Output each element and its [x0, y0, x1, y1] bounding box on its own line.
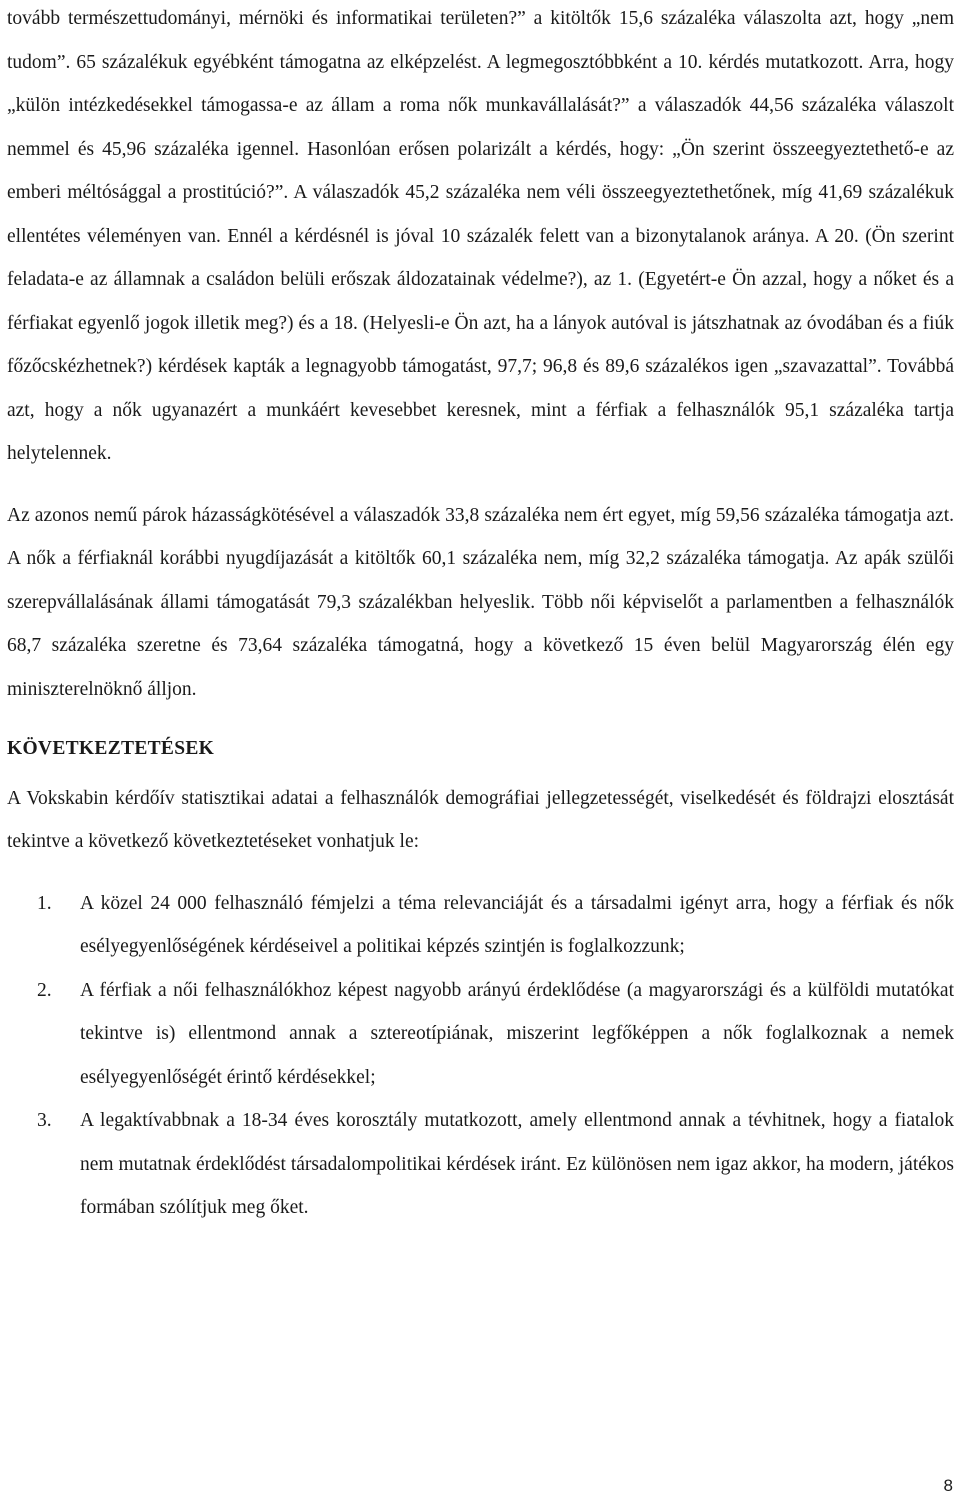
list-item-text: A közel 24 000 felhasználó fémjelzi a téma relevanciáját és a társadalmi igényt arra, hogy a férfiak és nők esélyegyenlőségének kérdéseivel a politikai képzés szintjén is foglalkozzunk;	[80, 892, 954, 957]
list-item	[7, 882, 954, 969]
list-item-number: 1.	[37, 892, 52, 914]
list-item-text: A férfiak a női felhasználókhoz képest nagyobb arányú érdeklődése (a magyarországi és a külföldi mutatókat tekintve is) ellentmond annak a sztereotípiának, miszerint legfőképpen a nők foglalkoznak a nemek esélyegyenlőségét érintő kérdésekkel;	[80, 979, 954, 1088]
document-page	[7, 0, 954, 1230]
body-paragraph-survey-results: tovább természettudományi, mérnöki és informatikai területen?” a kitöltők 15,6 százaléka válaszolta azt, hogy „nem tudom”. 65 százalékuk egyébként támogatna az elképzelést. A legmegosztóbbként a 10. kérdés mutatkozott. Arra, hogy „külön intézkedésekkel támogassa-e az állam a roma nők munkavállalását?” a válaszadók 44,56 százaléka válaszolt nemmel és 45,96 százaléka igennel. Hasonlóan erősen polarizált a kérdés, hogy: „Ön szerint összeegyeztethető-e az emberi méltósággal a prostitúció?”. A válaszadók 45,2 százaléka nem véli összeegyeztethetőnek, míg 41,69 százalékuk ellentétes véleményen van. Ennél a kérdésnél is jóval 10 százalék felett van a bizonytalanok aránya. A 20. (Ön szerint feladata-e az államnak a családon belüli erőszak áldozatainak védelme?), az 1. (Egyetért-e Ön azzal, hogy a nőket és a férfiakat egyenlő jogok illetik meg?) és a 18. (Helyesli-e Ön azt, ha a lányok autóval is játszhatnak az óvodában és a fiúk főzőcskézhetnek?) kérdések kapták a legnagyobb támogatást, 97,7; 96,8 és 89,6 százalékos igen „szavazattal”. Továbbá azt, hogy a nők ugyanazért a munkáért kevesebbet keresnek, mint a férfiak a felhasználók 95,1 százaléka tartja helytelennek.	[7, 8, 954, 464]
list-item-text: A legaktívabbnak a 18-34 éves korosztály mutatkozott, amely ellentmond annak a tévhitnek, hogy a fiatalok nem mutatnak érdeklődést társadalompolitikai kérdések iránt. Ez különösen nem igaz akkor, ha modern, játékos formában szólítjuk meg őket.	[80, 1110, 954, 1218]
body-paragraph-same-sex-marriage: Az azonos nemű párok házasságkötésével a válaszadók 33,8 százaléka nem ért egyet, míg 59,56 százaléka támogatja azt. A nők a férfiaknál korábbi nyugdíjazását a kitöltők 60,1 százaléka nem, míg 32,2 százaléka támogatja. Az apák szülői szerepvállalásának állami támogatását 79,3 százalékban helyeslik. Több női képviselőt a parlamentben a felhasználók 68,7 százaléka szeretne és 73,64 százaléka támogatná, hogy a következő 15 éven belül Magyarország élén egy miniszterelnöknő álljon.	[7, 504, 954, 700]
list-item	[7, 1099, 954, 1230]
list-item-number: 3.	[37, 1110, 52, 1131]
section-heading-conclusions: KÖVETKEZTETÉSEK	[7, 738, 215, 759]
page-number: 8	[943, 1476, 953, 1495]
conclusions-list	[7, 882, 954, 1230]
list-item	[7, 969, 954, 1100]
list-item-number: 2.	[37, 979, 52, 1001]
conclusions-intro-paragraph: A Vokskabin kérdőív statisztikai adatai a felhasználók demográfiai jellegzetességét, viselkedését és földrajzi elosztását tekintve a következő következtetéseket vonhatjuk le:	[7, 787, 954, 852]
